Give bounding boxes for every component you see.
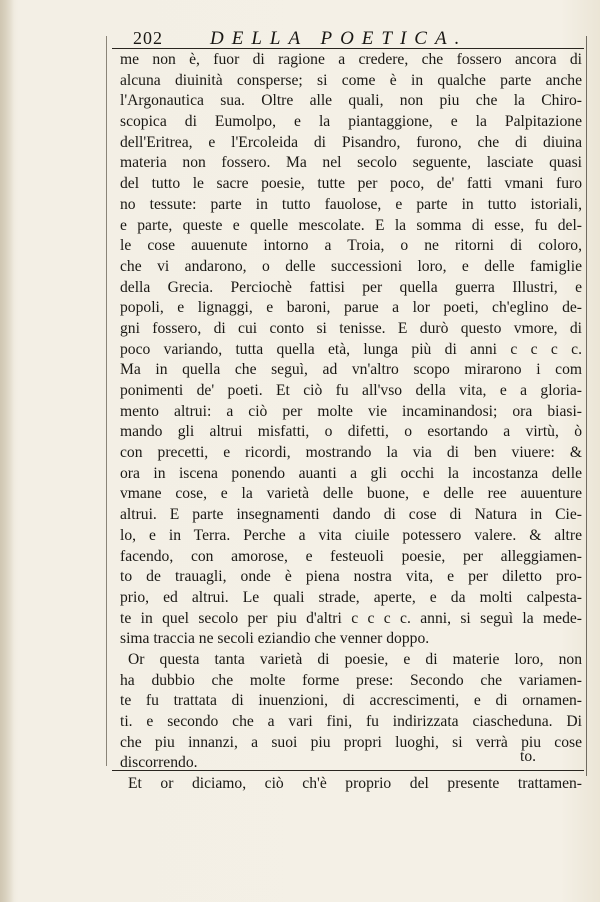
text-line: prio, ed altrui. Le quali strade, aperte, e da molti calpesta- [120,588,582,606]
gutter-shadow [0,0,14,902]
catchword: to. [520,748,537,765]
page-border-right [586,36,587,776]
page-number: 202 [133,28,163,48]
text-line: te fu trattata di inuenzioni, di accrescimenti, e di ornamen- [120,692,582,710]
text-line: le cose auuenute intorno a Troia, o ne ritorni di coloro, [120,237,582,255]
text-line: me non è, fuor di ragione a credere, che fossero ancora di [120,51,582,68]
text-line: e parte, queste e quelle mescolate. E la somma di esse, fu del- [120,216,582,234]
text-line: Et or diciamo, ciò ch'è proprio del presente trattamen- [128,775,582,793]
text-line: materia non fossero. Ma nel secolo seguente, lasciate quasi [120,154,582,172]
text-line: Or questa tanta varietà di poesie, e di materie loro, non [128,650,582,668]
text-line: popoli, e lignaggi, e baroni, parue a lor poeti, ch'eglino de- [120,299,582,317]
text-line: Ma in quella che seguì, ad vn'altro scopo mirarono i com [120,361,582,379]
text-line: che vi andarono, o delle successioni loro, e delle famiglie [120,257,582,275]
text-line: poco variando, tutta quella età, lunga più di anni c c c c. [120,340,582,358]
running-title: DELLA POETICA. [210,28,468,49]
footer-rule [112,770,584,771]
header-rule [112,48,584,49]
text-line: sima traccia ne secoli eziandio che venner doppo. [120,630,430,648]
text-line: ha dubbio che molte forme prese: Secondo che variamen- [120,671,582,689]
text-line: l'Argonautica sua. Oltre alle quali, non piu che la Chiro- [120,92,582,110]
text-line: ora in iscena ponendo auanti a gli occhi la incostanza delle [120,464,582,482]
text-line: lo, e in Terra. Perche a vita ciuile potessero valere. & altre [120,526,582,544]
text-line: no tessute: parte in tutto fauolose, e parte in tutto istoriali, [120,195,582,213]
body-text [120,50,582,795]
text-line: gni fossero, di cui conto si tenisse. E durò questo vmore, di [120,319,582,337]
text-line: mando gli altrui misfatti, o difetti, o esortando a virtù, ò [120,423,582,441]
text-line: to de trauagli, onde è piena nostra vita, e per diletto pro- [120,568,582,586]
text-line: del tutto le sacre poesie, tutte per poco, de' fatti vmani furo [120,175,582,193]
text-line: scopica di Eumolpo, e la piantaggione, e la Palpitazione [120,113,582,131]
text-line: vmane cose, e la varietà delle buone, e delle ree auuenture [120,485,582,503]
text-line: dell'Eritrea, e l'Ercoleida di Pisandro, furono, che di diuina [120,133,582,151]
text-line: facendo, con amorose, e festeuoli poesie, per alleggiamen- [120,547,582,565]
text-line: ponimenti de' poeti. Et ciò fu all'vso della vita, e a gloria- [120,382,582,399]
text-line: che piu innanzi, a suoi piu propri luoghi, si verrà piu cose [120,733,582,751]
text-line: discorrendo. [120,754,198,772]
text-line: alcuna diuinità consperse; si come è in qualche parte anche [120,71,582,89]
text-line: altrui. E parte insegnamenti dando di cose di Natura in Cie- [120,506,582,524]
page-border-left [106,36,107,766]
text-line: te in quel secolo per piu d'altri c c c c. anni, si seguì la mede- [120,609,582,627]
text-line: ti. e secondo che a vari fini, fu indirizzata ciascheduna. Di [120,713,582,730]
text-line: con precetti, e ricordi, mostrando la via di ben viuere: & [120,444,582,462]
text-line: mento altrui: a ciò per molte vie incaminandosi; ora biasi- [120,402,582,420]
text-line: della Grecia. Perciochè fattisi per quella guerra Illustri, e [120,278,582,296]
